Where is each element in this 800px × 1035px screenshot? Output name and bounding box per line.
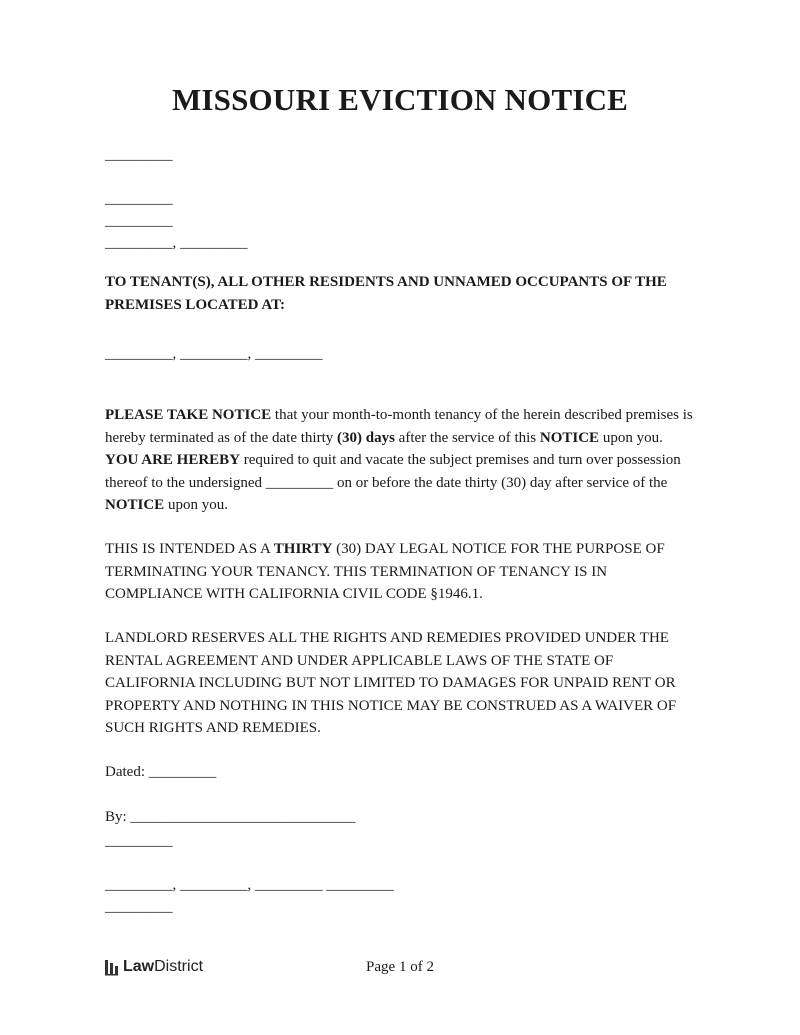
- notice-bold-3: NOTICE: [539, 429, 600, 446]
- notice-bold-2: (30) days: [337, 429, 395, 446]
- intent-text-1: THIS IS INTENDED AS A: [105, 541, 274, 557]
- page-number: Page 1 of 2: [366, 959, 434, 975]
- logo-text-bold: Law: [123, 958, 155, 975]
- landlord-name-line: _________: [105, 147, 173, 163]
- notice-text-4: required to quit and vacate the subject premises and turn over possession thereof to the undersigned _________ on or before the date thirty (30) day after service of the: [105, 452, 681, 491]
- notice-text-2: after the service of this: [394, 429, 540, 446]
- notice-paragraph: [105, 404, 695, 517]
- landlord-address-line: _________: [105, 191, 173, 207]
- intent-paragraph: [105, 538, 680, 606]
- premises-address-line: _________, _________, _________: [105, 346, 323, 362]
- notice-text-3: upon you.: [599, 429, 663, 446]
- intent-bold: THIRTY: [273, 541, 333, 557]
- signer-phone-line: _________: [105, 899, 173, 915]
- landlord-city-state-line: _________, _________: [105, 235, 248, 251]
- notice-text-5: upon you.: [164, 497, 228, 513]
- dated-line: Dated: _________: [105, 764, 217, 780]
- addressee-text: TO TENANT(S), ALL OTHER RESIDENTS AND UNNAMED OCCUPANTS OF THE PREMISES LOCATED AT:: [105, 274, 667, 313]
- page-title: MISSOURI EVICTION NOTICE: [171, 82, 629, 117]
- signer-name-line: _________: [105, 833, 173, 849]
- notice-text-1: that your month-to-month tenancy of the herein described premises is hereby terminated as of the date thirty: [105, 407, 693, 446]
- page-footer: [0, 958, 800, 978]
- notice-bold-4: YOU ARE HEREBY: [105, 452, 241, 468]
- signer-address-line: _________, _________, _________ _________: [105, 877, 394, 893]
- landlord-address-line-2: _________: [105, 213, 173, 229]
- addressee-heading: [105, 271, 685, 316]
- notice-bold-1: PLEASE TAKE NOTICE: [105, 407, 272, 423]
- logo-text-regular: District: [154, 958, 204, 975]
- notice-bold-5: NOTICE: [105, 497, 165, 513]
- signature-line: By: ______________________________: [105, 809, 356, 825]
- rights-paragraph: LANDLORD RESERVES ALL THE RIGHTS AND REMEDIES PROVIDED UNDER THE RENTAL AGREEMENT AND UNDER APPLICABLE LAWS OF THE STATE OF CALIFORNIA INCLUDING BUT NOT LIMITED TO DAMAGES FOR UNPAID RENT OR PROPERTY AND NOTHING IN THIS NOTICE MAY BE CONSTRUED AS A WAIVER OF SUCH RIGHTS AND REMEDIES.: [105, 630, 677, 736]
- intent-text-2: (30) DAY LEGAL NOTICE FOR THE PURPOSE OF TERMINATING YOUR TENANCY. THIS TERMINATION OF TENANCY IS IN COMPLIANCE WITH CALIFORNIA CIVIL CODE §1946.1.: [105, 541, 665, 602]
